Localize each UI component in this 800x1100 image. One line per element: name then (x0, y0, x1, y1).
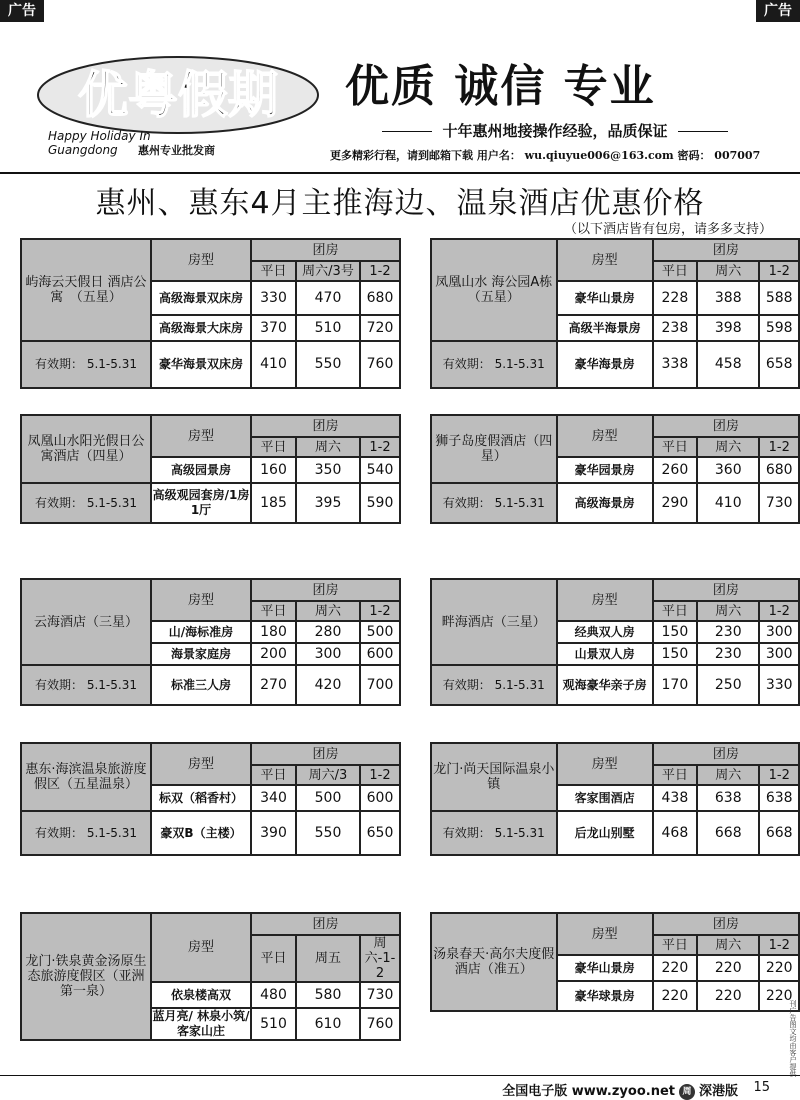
group-rate-header: 团房 (251, 913, 400, 935)
room-type: 山/海标准房 (151, 621, 251, 643)
price-weekday: 390 (251, 811, 296, 855)
page-title: 惠州、惠东4月主推海边、温泉酒店优惠价格 (95, 186, 705, 221)
price-holiday: 600 (360, 785, 400, 811)
subslogan-text: 十年惠州地接操作经验，品质保证 (442, 122, 668, 140)
price-weekend: 220 (697, 981, 759, 1011)
validity-period: 有效期： 5.1-5.31 (431, 341, 557, 388)
price-weekend: 550 (296, 811, 360, 855)
table-row (431, 483, 799, 523)
validity-period: 有效期： 5.1-5.31 (431, 665, 557, 705)
room-type: 客家围酒店 (557, 785, 653, 811)
price-weekend: 668 (697, 811, 759, 855)
table-row (21, 483, 400, 523)
price-weekend: 580 (296, 982, 360, 1008)
hotel-name: 云海酒店（三星） (21, 579, 151, 665)
price-weekday: 338 (653, 341, 697, 388)
footer-edition: 深港版 (698, 1084, 738, 1099)
side-note: 刊广告图文均由客户提供 (789, 1000, 797, 1077)
hotel-table (20, 414, 401, 524)
col-holiday: 1-2 (360, 261, 400, 281)
group-rate-header: 团房 (251, 415, 400, 437)
price-weekend: 420 (296, 665, 360, 705)
price-weekday: 260 (653, 457, 697, 483)
room-type: 高级半海景房 (557, 315, 653, 341)
col-weekend: 周六 (697, 765, 759, 785)
price-weekend: 230 (697, 643, 759, 665)
price-holiday: 720 (360, 315, 400, 341)
group-rate-header: 团房 (251, 579, 400, 601)
logo-text: 优粤假期 (78, 66, 278, 124)
hotel-table (20, 238, 401, 389)
hotel-table (20, 742, 401, 856)
price-weekend: 360 (697, 457, 759, 483)
room-type-header: 房型 (151, 579, 251, 621)
price-weekend: 220 (697, 955, 759, 981)
col-weekday: 平日 (653, 765, 697, 785)
col-holiday: 1-2 (360, 765, 400, 785)
price-weekday: 160 (251, 457, 296, 483)
price-holiday: 540 (360, 457, 400, 483)
logo-en-line1: Happy Holiday In (48, 129, 151, 143)
price-weekday: 290 (653, 483, 697, 523)
price-holiday: 680 (759, 457, 799, 483)
company-logo (28, 40, 328, 160)
price-holiday: 330 (759, 665, 799, 705)
price-weekend: 350 (296, 457, 360, 483)
footer-divider (0, 1075, 800, 1076)
price-holiday: 760 (360, 341, 400, 388)
validity-period: 有效期： 5.1-5.31 (21, 341, 151, 388)
group-rate-header: 团房 (653, 579, 799, 601)
page-number: 15 (753, 1080, 770, 1095)
room-type-header: 房型 (151, 239, 251, 281)
price-weekday: 330 (251, 281, 296, 315)
validity-period: 有效期： 5.1-5.31 (21, 665, 151, 705)
hotel-table (430, 912, 800, 1012)
hotel-name: 惠东·海滨温泉旅游度假区（五星温泉） (21, 743, 151, 811)
price-weekday: 370 (251, 315, 296, 341)
price-weekday: 340 (251, 785, 296, 811)
room-type: 高级海景房 (557, 483, 653, 523)
price-holiday: 680 (360, 281, 400, 315)
table-row (431, 341, 799, 388)
col-weekend: 周六 (296, 601, 360, 621)
room-type: 经典双人房 (557, 621, 653, 643)
room-type: 标双（稻香村） (151, 785, 251, 811)
hotel-name: 狮子岛度假酒店（四星） (431, 415, 557, 483)
room-type: 依泉楼高双 (151, 982, 251, 1008)
col-weekday: 平日 (653, 935, 697, 955)
price-weekend: 398 (697, 315, 759, 341)
validity-period: 有效期： 5.1-5.31 (431, 811, 557, 855)
hotel-name: 龙门·铁泉黄金汤原生态旅游度假区（亚洲第一泉） (21, 913, 151, 1040)
slogan: 优质 诚信 专业 (345, 61, 656, 112)
price-holiday: 500 (360, 621, 400, 643)
room-type: 高级海景双床房 (151, 281, 251, 315)
price-weekend: 470 (296, 281, 360, 315)
price-weekend: 410 (697, 483, 759, 523)
price-weekday: 185 (251, 483, 296, 523)
price-holiday: 730 (759, 483, 799, 523)
price-weekend: 500 (296, 785, 360, 811)
room-type: 豪双B（主楼） (151, 811, 251, 855)
price-holiday: 598 (759, 315, 799, 341)
room-type-header: 房型 (557, 743, 653, 785)
contact-info: 更多精彩行程，请到邮箱下载 用户名： wu.qiuyue006@163.com 密码： 007007 (330, 149, 761, 162)
price-weekday: 170 (653, 665, 697, 705)
validity-period: 有效期： 5.1-5.31 (431, 483, 557, 523)
footer-badge-icon: 周 (679, 1084, 695, 1100)
room-type: 豪华园景房 (557, 457, 653, 483)
room-type-header: 房型 (151, 415, 251, 457)
col-holiday: 1-2 (759, 765, 799, 785)
col-holiday: 1-2 (360, 437, 400, 457)
price-weekend: 458 (697, 341, 759, 388)
hotel-name: 汤泉春天·高尔夫度假酒店（准五） (431, 913, 557, 1011)
price-weekend: 280 (296, 621, 360, 643)
hotel-table (430, 414, 800, 524)
table-row (21, 341, 400, 388)
col-holiday: 1-2 (759, 261, 799, 281)
table-row (21, 665, 400, 705)
header-divider (0, 172, 800, 174)
room-type: 高级园景房 (151, 457, 251, 483)
price-weekday: 270 (251, 665, 296, 705)
price-weekday: 410 (251, 341, 296, 388)
price-holiday: 220 (759, 955, 799, 981)
hotel-name: 龙门·尚天国际温泉小镇 (431, 743, 557, 811)
room-type: 豪华球景房 (557, 981, 653, 1011)
col-weekday: 平日 (251, 601, 296, 621)
col-holiday: 1-2 (759, 935, 799, 955)
price-holiday: 668 (759, 811, 799, 855)
col-weekend: 周六 (697, 601, 759, 621)
col-weekend: 周六 (697, 261, 759, 281)
hotel-table (430, 238, 800, 389)
group-rate-header: 团房 (251, 743, 400, 765)
price-weekday: 480 (251, 982, 296, 1008)
price-weekday: 200 (251, 643, 296, 665)
subslogan (355, 120, 755, 141)
price-weekday: 238 (653, 315, 697, 341)
price-holiday: 590 (360, 483, 400, 523)
room-type: 豪华海景双床房 (151, 341, 251, 388)
room-type-header: 房型 (557, 913, 653, 955)
price-weekend: 550 (296, 341, 360, 388)
ad-label-right: 广告 (756, 0, 800, 22)
price-weekend: 510 (296, 315, 360, 341)
room-type: 后龙山别墅 (557, 811, 653, 855)
room-type: 高级海景大床房 (151, 315, 251, 341)
room-type: 海景家庭房 (151, 643, 251, 665)
price-weekend: 610 (296, 1008, 360, 1040)
divider-left (382, 131, 432, 132)
col-weekend: 周六/3 (296, 765, 360, 785)
ad-label-left: 广告 (0, 0, 44, 22)
col-weekday: 平日 (653, 601, 697, 621)
hotel-table (430, 742, 800, 856)
price-weekend: 395 (296, 483, 360, 523)
divider-right (678, 131, 728, 132)
price-holiday: 220 (759, 981, 799, 1011)
footer (0, 1075, 800, 1100)
price-holiday: 300 (759, 643, 799, 665)
price-holiday: 730 (360, 982, 400, 1008)
hotel-name: 凤凰山水 海公园A栋（五星） (431, 239, 557, 341)
hotel-table (20, 578, 401, 706)
footer-website: 全国电子版 www.zyoo.net (502, 1084, 675, 1099)
price-weekend: 638 (697, 785, 759, 811)
price-weekday: 150 (653, 621, 697, 643)
group-rate-header: 团房 (653, 743, 799, 765)
price-holiday: 658 (759, 341, 799, 388)
price-weekday: 220 (653, 981, 697, 1011)
col-holiday: 1-2 (360, 601, 400, 621)
table-row (431, 665, 799, 705)
room-type: 豪华山景房 (557, 281, 653, 315)
col-weekend: 周六/3号 (296, 261, 360, 281)
col-weekday: 平日 (653, 437, 697, 457)
price-weekend: 300 (296, 643, 360, 665)
col-weekday: 平日 (251, 935, 296, 982)
room-type: 高级观园套房/1房1厅 (151, 483, 251, 523)
price-weekend: 388 (697, 281, 759, 315)
footer-text (502, 1080, 738, 1100)
hotel-table (20, 912, 401, 1041)
col-holiday: 1-2 (759, 437, 799, 457)
room-type: 豪华海景房 (557, 341, 653, 388)
col-holiday: 周六-1-2 (360, 935, 400, 982)
col-weekend: 周六 (697, 437, 759, 457)
room-type-header: 房型 (557, 239, 653, 281)
group-rate-header: 团房 (653, 913, 799, 935)
logo-cn-sub: 惠州专业批发商 (138, 144, 215, 157)
room-type: 蓝月亮/ 林泉小筑/客家山庄 (152, 1009, 250, 1038)
col-weekend: 周五 (296, 935, 360, 982)
col-weekday: 平日 (653, 261, 697, 281)
table-row (21, 811, 400, 855)
col-weekday: 平日 (251, 765, 296, 785)
room-type: 标准三人房 (151, 665, 251, 705)
price-weekday: 150 (653, 643, 697, 665)
group-rate-header: 团房 (653, 415, 799, 437)
validity-period: 有效期： 5.1-5.31 (21, 483, 151, 523)
header (0, 22, 800, 172)
group-rate-header: 团房 (653, 239, 799, 261)
room-type-header: 房型 (557, 579, 653, 621)
col-weekend: 周六 (296, 437, 360, 457)
price-holiday: 700 (360, 665, 400, 705)
col-weekend: 周六 (697, 935, 759, 955)
room-type: 观海豪华亲子房 (557, 665, 653, 705)
group-rate-header: 团房 (251, 239, 400, 261)
hotel-name: 屿海云天假日 酒店公寓 （五星） (21, 239, 151, 341)
price-weekday: 468 (653, 811, 697, 855)
price-holiday: 760 (360, 1008, 400, 1040)
logo-en-line2: Guangdong (48, 143, 118, 157)
price-weekend: 250 (697, 665, 759, 705)
validity-period: 有效期： 5.1-5.31 (21, 811, 151, 855)
room-type-header: 房型 (557, 415, 653, 457)
price-holiday: 300 (759, 621, 799, 643)
price-weekday: 438 (653, 785, 697, 811)
price-weekday: 510 (251, 1008, 296, 1040)
price-holiday: 600 (360, 643, 400, 665)
price-holiday: 588 (759, 281, 799, 315)
price-weekday: 220 (653, 955, 697, 981)
room-type: 豪华山景房 (557, 955, 653, 981)
price-weekday: 180 (251, 621, 296, 643)
hotel-name: 凤凰山水阳光假日公寓酒店（四星） (21, 415, 151, 483)
hotel-name: 畔海酒店（三星） (431, 579, 557, 665)
table-row (431, 811, 799, 855)
room-type-header: 房型 (151, 743, 251, 785)
col-weekday: 平日 (251, 437, 296, 457)
room-type: 山景双人房 (557, 643, 653, 665)
page-note: （以下酒店皆有包房，请多多支持） (563, 222, 772, 237)
price-holiday: 650 (360, 811, 400, 855)
hotel-table (430, 578, 800, 706)
col-weekday: 平日 (251, 261, 296, 281)
price-weekend: 230 (697, 621, 759, 643)
room-type-header: 房型 (151, 913, 251, 982)
col-holiday: 1-2 (759, 601, 799, 621)
price-holiday: 638 (759, 785, 799, 811)
price-weekday: 228 (653, 281, 697, 315)
